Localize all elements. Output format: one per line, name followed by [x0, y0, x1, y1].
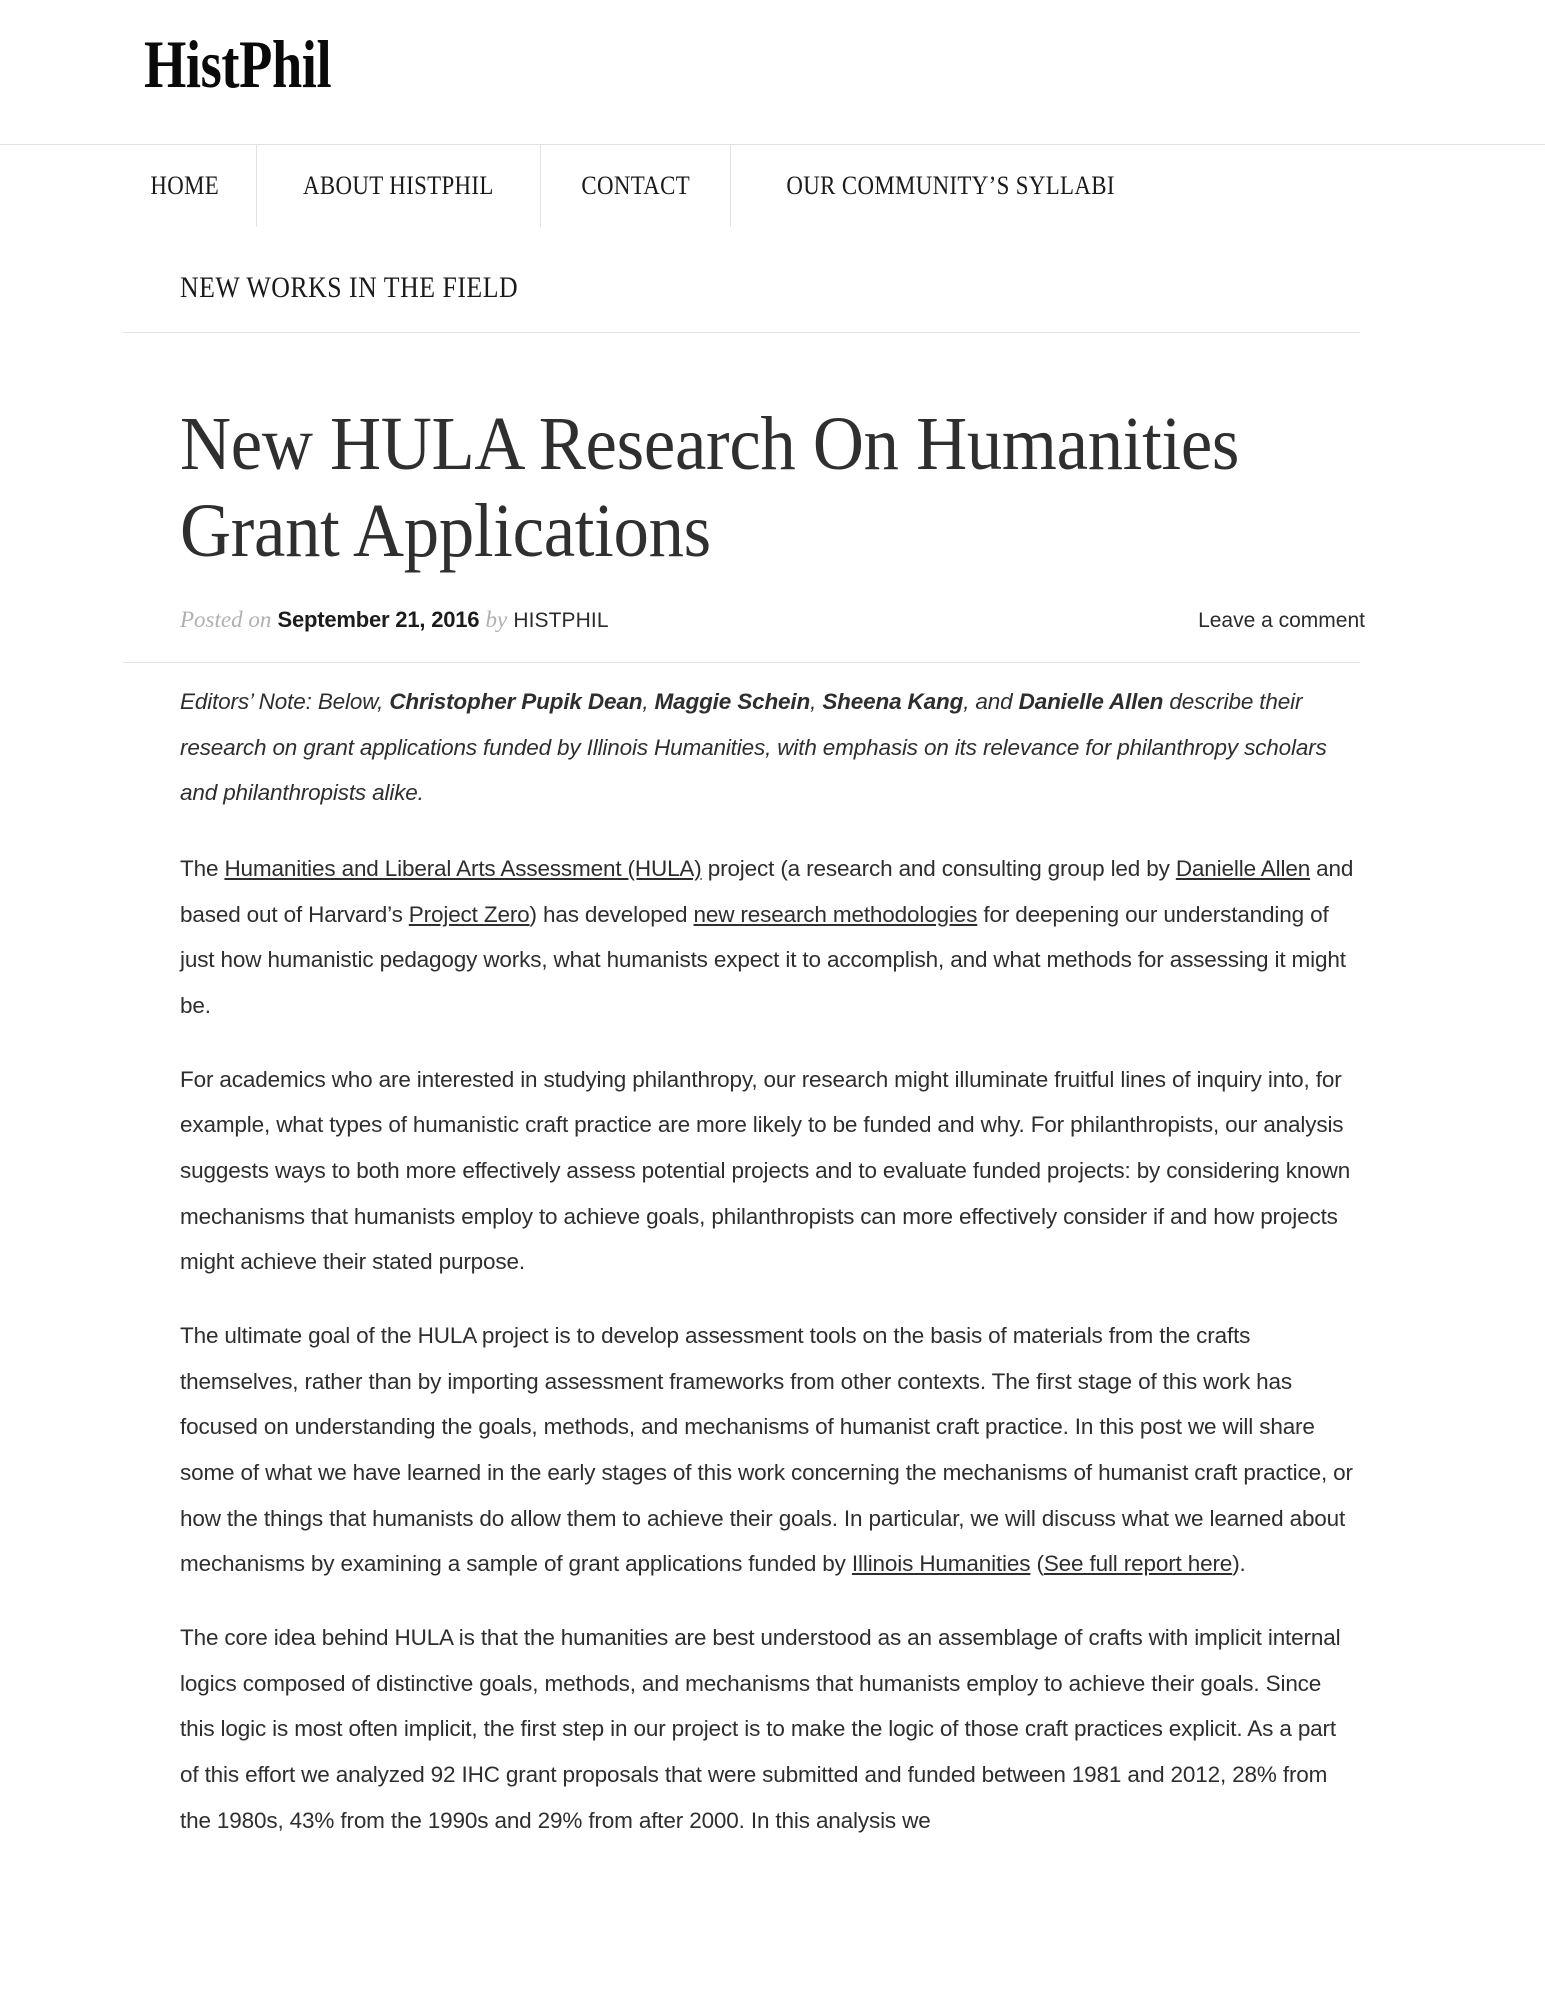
p1-text-3: and based out of Harvard’s — [180, 855, 1354, 927]
post-author[interactable] — [513, 609, 608, 632]
entry-content — [180, 663, 1355, 1843]
page-title: New HULA Research On Humanities Grant Applications — [180, 402, 1240, 573]
link-hula-project[interactable]: Humanities and Liberal Arts Assessment (HULA) — [224, 855, 702, 881]
p1-text-1: The — [180, 855, 225, 881]
body-paragraph-2: For academics who are interested in studying philanthropy, our research might illuminate fruitful lines of inquiry into, for example, what types of humanistic craft practice are more likely to be funded and why. For philanthropists, our analysis suggests ways to both more effectively assess potential projects and to evaluate funded projects: by considering known mechanisms that humanists employ to achieve goals, philanthropists can more effectively consider if and how projects might achieve their stated purpose. — [180, 1066, 1351, 1275]
p1-text-2: project (a research and consulting group led by — [701, 855, 1176, 881]
category-label[interactable]: NEW WORKS IN THE FIELD — [180, 271, 519, 304]
link-see-full-report-here[interactable]: See full report here — [1043, 1551, 1233, 1577]
editors-note-author-1: Christopher Pupik Dean — [389, 688, 643, 714]
leave-a-comment-link[interactable]: Leave a comment — [1198, 609, 1365, 633]
editors-note-author-3: Sheena Kang — [822, 688, 964, 714]
nav-list — [123, 145, 1545, 227]
link-new-research-methodologies[interactable]: new research methodologies — [693, 901, 978, 927]
editors-note-sep-1: , — [642, 688, 655, 714]
nav-item-contact[interactable] — [541, 145, 732, 227]
primary-navigation — [0, 144, 1545, 227]
site-masthead — [0, 0, 1545, 102]
nav-item-our-communitys-syllabi[interactable] — [731, 145, 1170, 227]
editors-note-lead: Editors’ Note: Below, — [180, 688, 390, 714]
byline — [180, 606, 609, 634]
link-project-zero[interactable]: Project Zero — [408, 901, 530, 927]
category-strip — [0, 227, 1545, 305]
posted-on-label: Posted on — [180, 607, 272, 633]
site-title — [0, 26, 1236, 102]
p3-text-1: The ultimate goal of the HULA project is to develop assessment tools on the basis of materials from the crafts themselves, rather than by importing assessment frameworks from other contexts. The first stage of this work has focused on understanding the goals, methods, and mechanisms of humanist craft practice. In this post we will share some of what we have learned in the early stages of this work concerning the mechanisms of humanist craft practice, or how the things that humanists do allow them to achieve their goals. In particular, we will discuss what we learned about mechanisms by examining a sample of grant applications funded by — [180, 1322, 1353, 1577]
article — [0, 333, 1365, 1843]
by-label: by — [485, 607, 508, 633]
link-illinois-humanities[interactable]: Illinois Humanities — [851, 1551, 1031, 1577]
body-paragraph-3 — [180, 1313, 1355, 1587]
body-paragraph-4: The core idea behind HULA is that the humanities are best understood as an assemblage of crafts with implicit internal logics composed of distinctive goals, methods, and mechanisms that humanists employ to achieve their goals. Since this logic is most often implicit, the first step in our project is to make the logic of those craft practices explicit. As a part of this effort we analyzed 92 IHC grant proposals that were submitted and funded between 1981 and 2012, 28% from the 1980s, 43% from the 1990s and 29% from after 2000. In this analysis we — [180, 1624, 1341, 1833]
post-author-link[interactable]: HISTPHIL — [513, 609, 609, 633]
post-date[interactable]: September 21, 2016 — [277, 607, 480, 633]
nav-link-our-communitys-syllabi[interactable]: OUR COMMUNITY’S SYLLABI — [786, 171, 1116, 200]
body-paragraph-1 — [180, 846, 1355, 1029]
p1-text-4: ) has developed — [529, 901, 694, 927]
site-title-link[interactable]: HistPhil — [144, 26, 332, 102]
nav-link-home[interactable]: HOME — [150, 171, 220, 200]
byline-row — [180, 606, 1365, 634]
editors-note-sep-3: , and — [963, 688, 1019, 714]
editors-note-paragraph — [180, 679, 1355, 816]
p3-text-3: ). — [1232, 1551, 1246, 1577]
p3-text-2: ( — [1030, 1551, 1044, 1577]
link-danielle-allen[interactable]: Danielle Allen — [1175, 855, 1311, 881]
editors-note-author-4: Danielle Allen — [1018, 688, 1164, 714]
nav-item-about-histphil[interactable] — [257, 145, 541, 227]
p1-text-5: for deepening our understanding of just how humanistic pedagogy works, what humanists expect it to accomplish, and what methods for assessing it might be. — [180, 901, 1346, 1018]
nav-item-home[interactable] — [123, 145, 257, 227]
editors-note-sep-2: , — [810, 688, 823, 714]
nav-link-contact[interactable]: CONTACT — [581, 171, 690, 200]
nav-link-about-histphil[interactable]: ABOUT HISTPHIL — [303, 171, 494, 200]
editors-note-author-2: Maggie Schein — [654, 688, 811, 714]
editors-note-tail: describe their research on grant applications funded by Illinois Humanities, with emphasis on its relevance for philanthropy scholars and philanthropists alike. — [180, 688, 1327, 806]
